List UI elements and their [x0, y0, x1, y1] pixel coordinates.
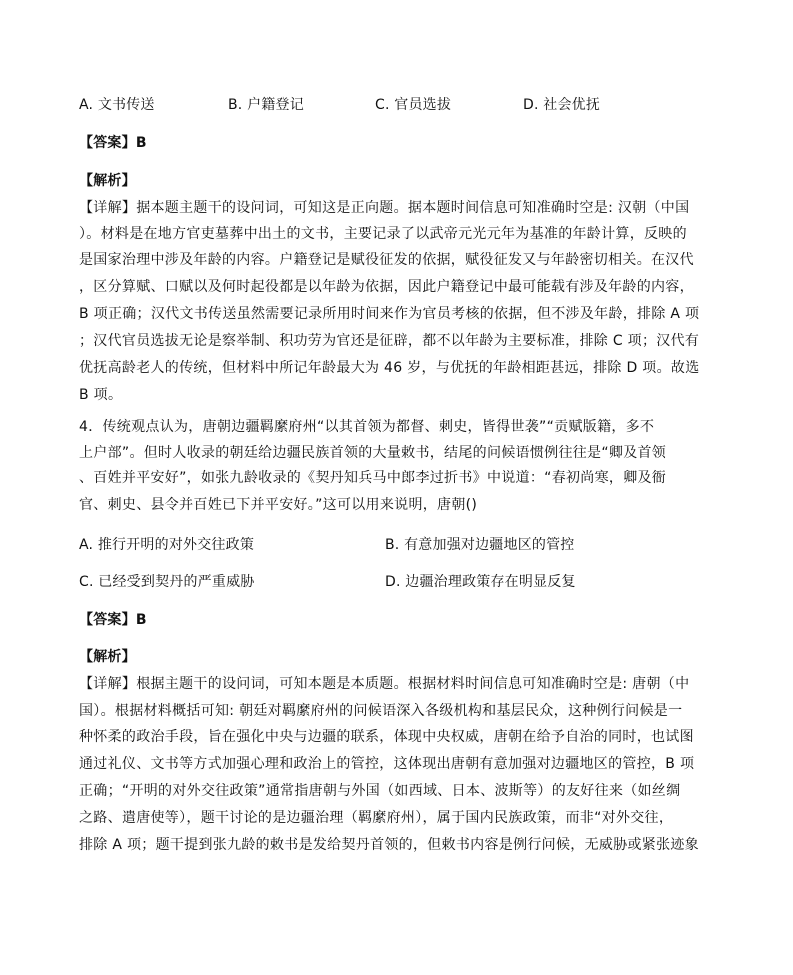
q4-detail-line: 之路、遣唐使等），题干讨论的是边疆治理（羁縻府州），属于国内民族政策，而非“对外交往，	[79, 810, 674, 826]
q3-detail-line: ；汉代官员选拔无论是察举制、积功劳为官还是征辟，都不以年龄为主要标准，排除 C 项；汉代有	[79, 333, 700, 349]
q4-option-a: A. 推行开明的对外交往政策	[79, 537, 255, 553]
q4-analysis-label: 【解析】	[79, 649, 136, 665]
q3-option-b: B. 户籍登记	[228, 97, 304, 113]
q3-answer	[79, 133, 147, 153]
q4-stem-line: 上户部”。但时人收录的朝廷给边疆民族首领的大量敕书，结尾的问候语惯例往往是“卿及首领	[79, 445, 667, 461]
q4-option-b: B. 有意加强对边疆地区的管控	[385, 537, 575, 553]
q3-analysis-label: 【解析】	[79, 173, 136, 189]
q4-stem-line: 4．传统观点认为，唐朝边疆羁縻府州“以其首领为都督、刺史，皆得世袭”“贡赋版籍，多不	[79, 419, 655, 435]
q3-detail-line: B 项正确；汉代文书传送虽然需要记录所用时间来作为官员考核的依据，但不涉及年龄，排除 A 项	[79, 306, 700, 322]
q4-detail-line: 排除 A 项；题干提到张九龄的敕书是发给契丹首领的，但敕书内容是例行问候，无威胁或紧张迹象	[79, 837, 699, 853]
answer-value: B	[135, 135, 147, 151]
q3-detail-line: ）。材料是在地方官吏墓葬中出土的文书，主要记录了以武帝元光元年为基准的年龄计算，反映的	[79, 226, 687, 242]
answer-label: 【答案】	[79, 612, 136, 628]
q3-detail-line: ，区分算赋、口赋以及何时起役都是以年龄为依据，因此户籍登记中最可能载有涉及年龄的内容，	[79, 279, 694, 295]
q3-detail-line: 是国家治理中涉及年龄的内容。户籍登记是赋役征发的依据，赋役征发又与年龄密切相关。在汉代	[79, 252, 694, 268]
q3-option-a: A. 文书传送	[79, 97, 155, 113]
q4-detail-line: 通过礼仪、文书等方式加强心理和政治上的管控，这体现出唐朝有意加强对边疆地区的管控，B 项	[79, 756, 695, 772]
q4-answer	[79, 610, 147, 630]
q4-option-d: D. 边疆治理政策存在明显反复	[385, 574, 576, 590]
q3-detail-line: 优抚高龄老人的传统，但材料中所记年龄最大为 46 岁，与优抚的年龄相距甚远，排除 D 项。故选	[79, 360, 700, 376]
q4-option-c: C. 已经受到契丹的严重威胁	[79, 574, 255, 590]
q3-detail-line: 【详解】据本题主题干的设问词，可知这是正向题。据本题时间信息可知准确时空是: 汉朝（中国	[79, 200, 690, 216]
answer-value: B	[135, 612, 147, 628]
q4-detail-line: 国）。根据材料概括可知: 朝廷对羁縻府州的问候语深入各级机构和基层民众，这种例行问候是一	[79, 703, 683, 719]
q4-detail-line: 【详解】根据主题干的设问词，可知本题是本质题。根据材料时间信息可知准确时空是: 唐朝（中	[79, 676, 690, 692]
q4-stem-line: 、百姓并平安好”，如张九龄收录的《契丹知兵马中郎李过折书》中说道：“春初尚寒，卿及衙	[79, 470, 667, 486]
answer-label: 【答案】	[79, 135, 136, 151]
q3-detail-line: B 项。	[79, 387, 123, 403]
q4-detail-line: 种怀柔的政治手段，旨在强化中央与边疆的联系，体现中央权威，唐朝在给予自治的同时，也试图	[79, 729, 694, 745]
q4-stem-line: 官、刺史、县令并百姓已下并平安好。”这可以用来说明，唐朝()	[79, 497, 478, 513]
q4-detail-line: 正确；“开明的对外交往政策”通常指唐朝与外国（如西域、日本、波斯等）的友好往来（如丝绸	[79, 783, 681, 799]
q3-option-d: D. 社会优抚	[523, 97, 601, 113]
q3-option-c: C. 官员选拔	[375, 97, 452, 113]
